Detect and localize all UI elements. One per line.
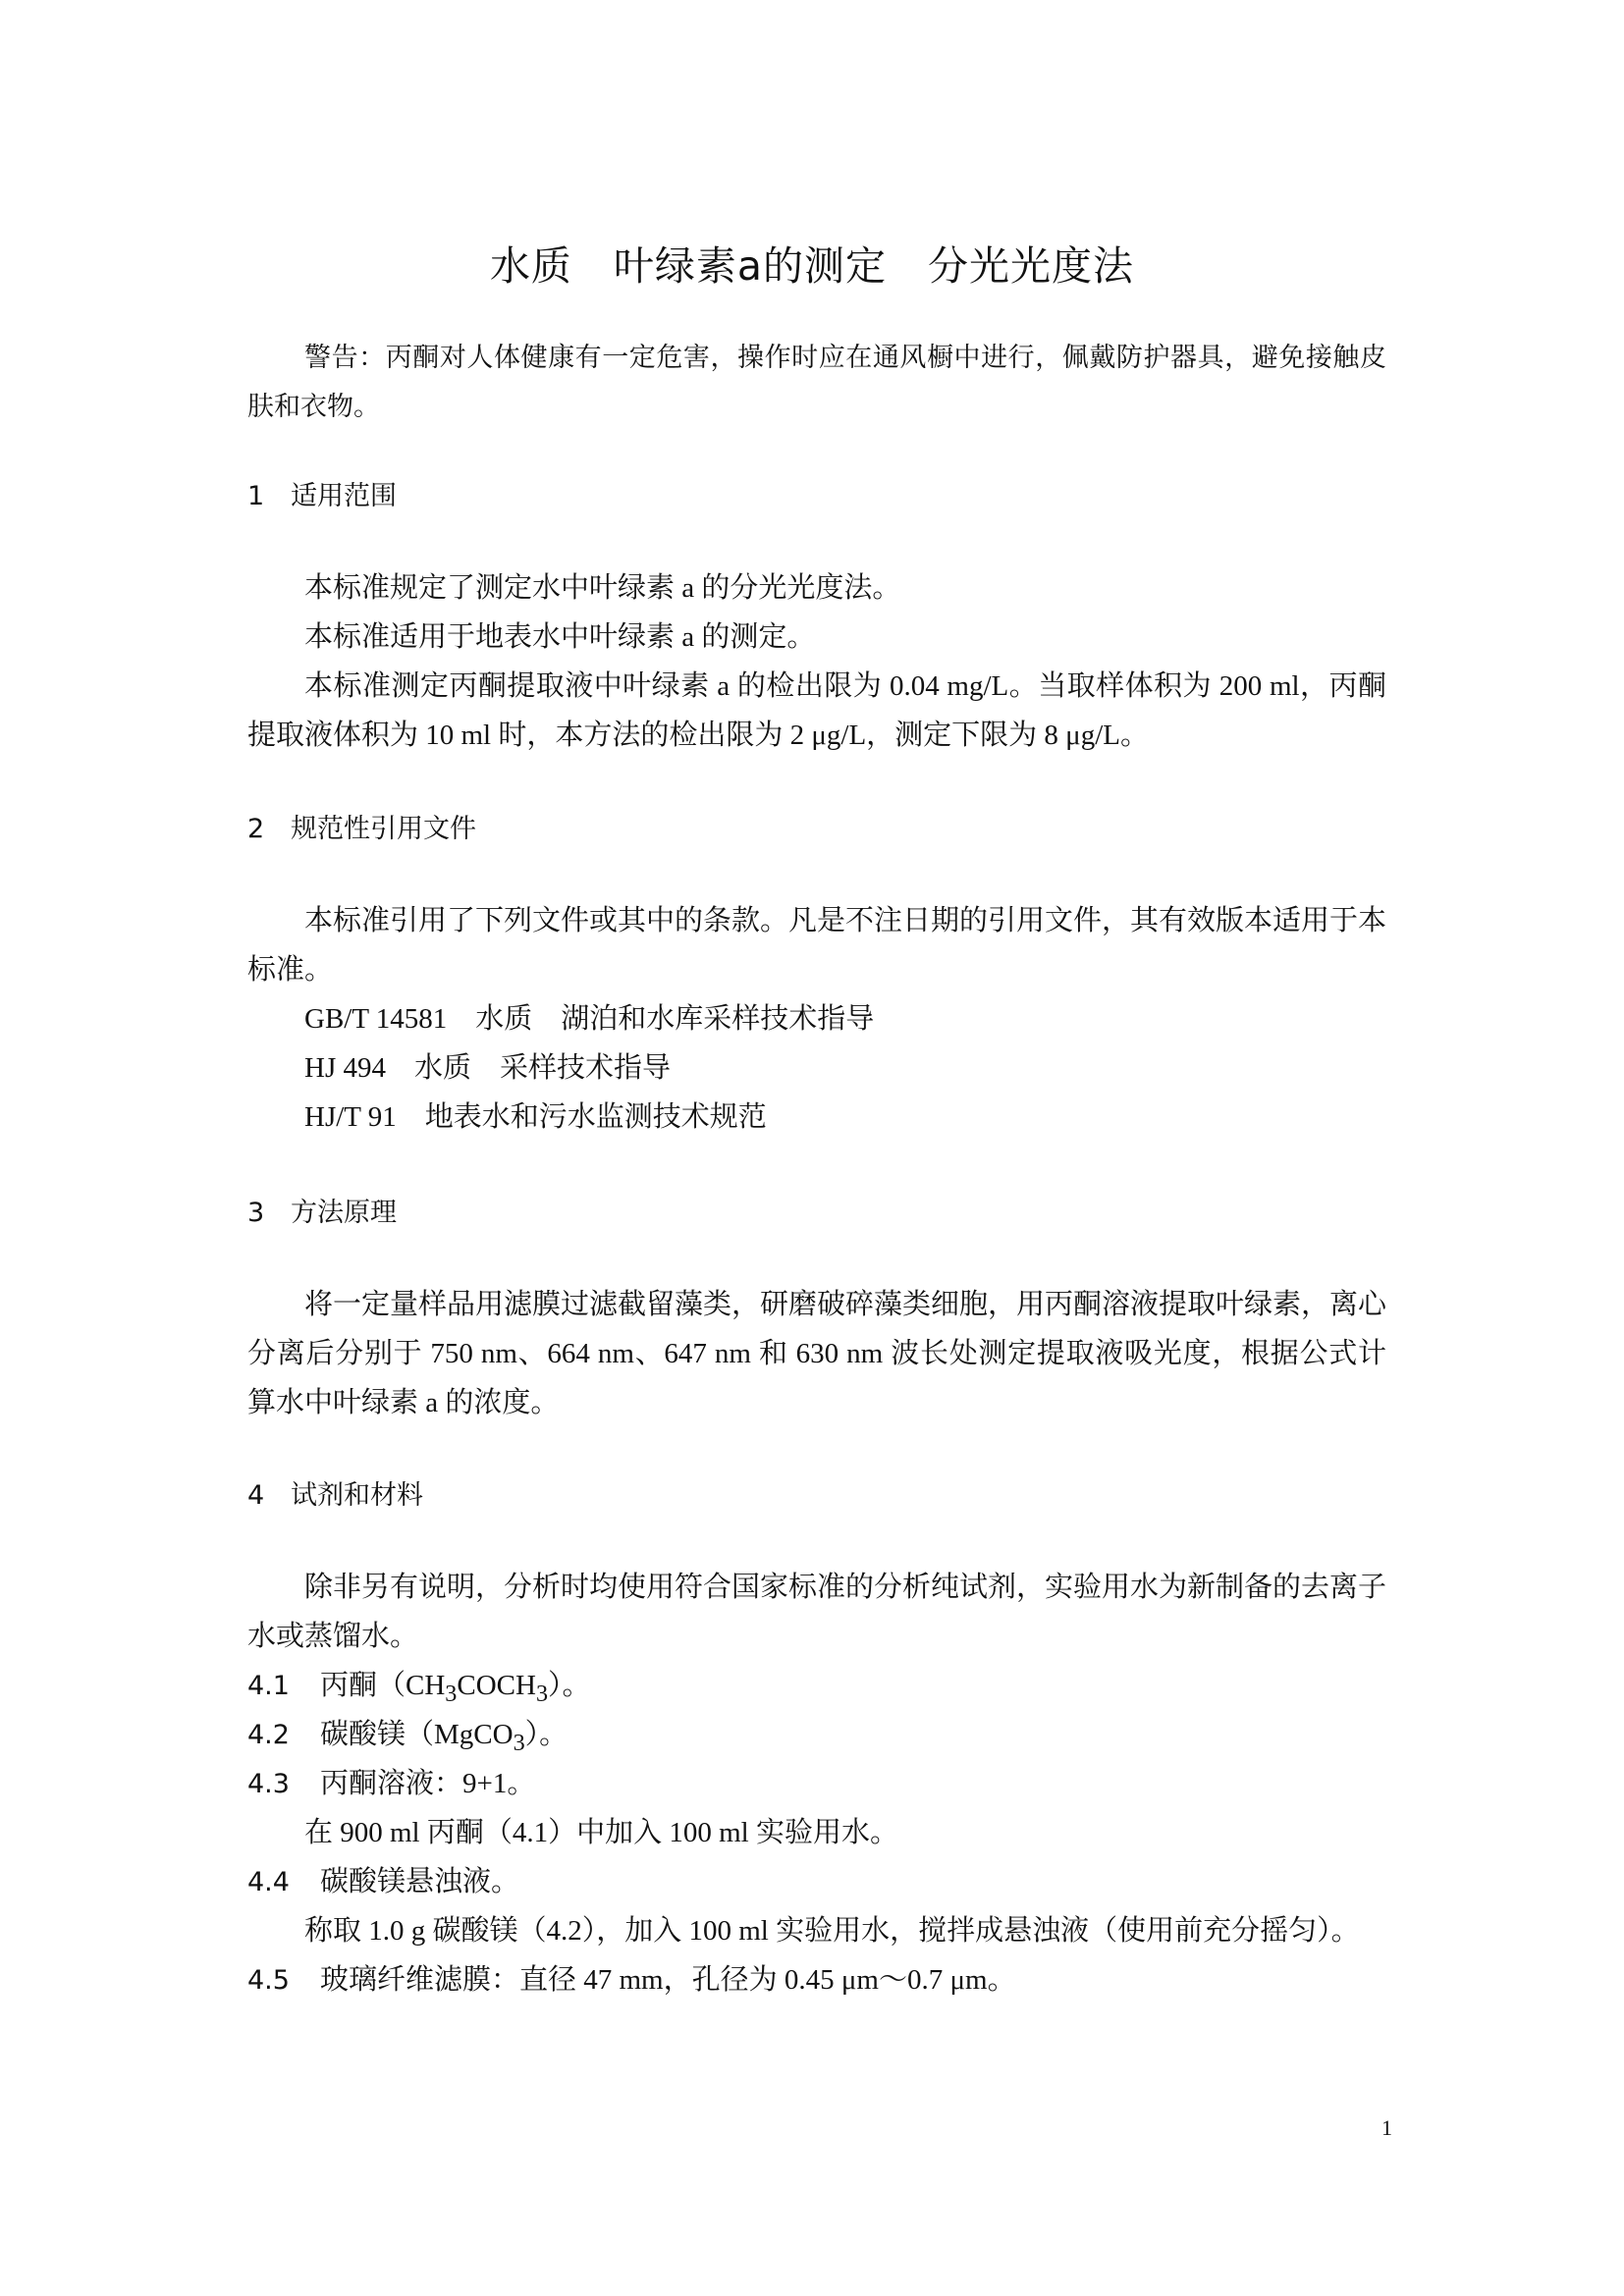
reference-item: HJ/T 91 地表水和污水监测技术规范	[304, 1101, 767, 1133]
item-text-part: COCH	[457, 1670, 536, 1701]
section-1-heading	[247, 477, 397, 516]
item-text-part: 丙酮（CH	[320, 1670, 446, 1701]
subscript: 3	[535, 1680, 549, 1707]
section-4-heading	[247, 1476, 423, 1516]
section-3-heading	[247, 1194, 397, 1233]
item-text-part: ）。	[548, 1670, 591, 1701]
section-title: 试剂和材料	[291, 1480, 423, 1511]
warning-notice: 警告：丙酮对人体健康有一定危害，操作时应在通风橱中进行，佩戴防护器具，避免接触皮肤和衣物。	[247, 343, 1386, 422]
reference-item: GB/T 14581 水质 湖泊和水库采样技术指导	[304, 1003, 875, 1035]
reagent-item-4-3	[247, 1764, 535, 1804]
item-text: 玻璃纤维滤膜：直径 47 mm，孔径为 0.45 μm～0.7 μm。	[320, 1964, 1016, 1996]
section-title: 适用范围	[291, 481, 397, 511]
reference-item: HJ 494 水质 采样技术指导	[304, 1052, 671, 1084]
subscript: 3	[513, 1729, 525, 1756]
scope-paragraph-1: 本标准规定了测定水中叶绿素 a 的分光光度法。	[304, 572, 901, 604]
section-number: 2	[247, 814, 265, 844]
scope-paragraph-3: 本标准测定丙酮提取液中叶绿素 a 的检出限为 0.04 mg/L。当取样体积为 200 ml，丙酮提取液体积为 10 ml 时，本方法的检出限为 2 μg/L，测定下限为 8 μg/L。	[247, 670, 1386, 751]
item-number: 4.3	[247, 1769, 290, 1799]
item-text-part: 碳酸镁（MgCO	[320, 1719, 514, 1750]
item-number: 4.4	[247, 1867, 290, 1897]
scope-paragraph-2: 本标准适用于地表水中叶绿素 a 的测定。	[304, 621, 816, 653]
section-title: 方法原理	[291, 1198, 397, 1228]
item-number: 4.1	[247, 1671, 290, 1701]
references-intro-paragraph: 本标准引用了下列文件或其中的条款。凡是不注日期的引用文件，其有效版本适用于本标准。	[247, 905, 1387, 986]
reagent-item-4-4-detail: 称取 1.0 g 碳酸镁（4.2），加入 100 ml 实验用水，搅拌成悬浊液（使用前充分摇匀）。	[304, 1915, 1360, 1947]
item-text: 碳酸镁悬浊液。	[320, 1866, 520, 1897]
reagent-item-4-3-detail: 在 900 ml 丙酮（4.1）中加入 100 ml 实验用水。	[304, 1817, 898, 1848]
section-title: 规范性引用文件	[291, 814, 476, 844]
item-number: 4.5	[247, 1965, 290, 1996]
reagents-intro-paragraph: 除非另有说明，分析时均使用符合国家标准的分析纯试剂，实验用水为新制备的去离子水或蒸馏水。	[247, 1572, 1387, 1652]
reagent-item-4-1	[247, 1666, 591, 1714]
section-number: 1	[247, 481, 265, 511]
reagent-item-4-4	[247, 1862, 519, 1902]
subscript: 3	[445, 1680, 458, 1707]
item-number: 4.2	[247, 1720, 290, 1750]
section-number: 4	[247, 1480, 265, 1511]
item-text-part: ）。	[524, 1719, 568, 1750]
document-title: 水质 叶绿素a的测定 分光光度法	[489, 242, 1135, 290]
section-number: 3	[247, 1198, 265, 1228]
reagent-item-4-2	[247, 1715, 568, 1763]
page-number: 1	[1381, 2115, 1392, 2140]
section-2-heading	[247, 810, 476, 849]
principle-paragraph: 将一定量样品用滤膜过滤截留藻类，研磨破碎藻类细胞，用丙酮溶液提取叶绿素，离心分离后分别于 750 nm、664 nm、647 nm 和 630 nm 波长处测定提取液吸光度，根据公式计算水中叶绿素 a 的浓度。	[247, 1289, 1387, 1418]
reagent-item-4-5	[247, 1960, 1016, 2001]
item-text: 丙酮溶液：9+1。	[320, 1768, 536, 1799]
